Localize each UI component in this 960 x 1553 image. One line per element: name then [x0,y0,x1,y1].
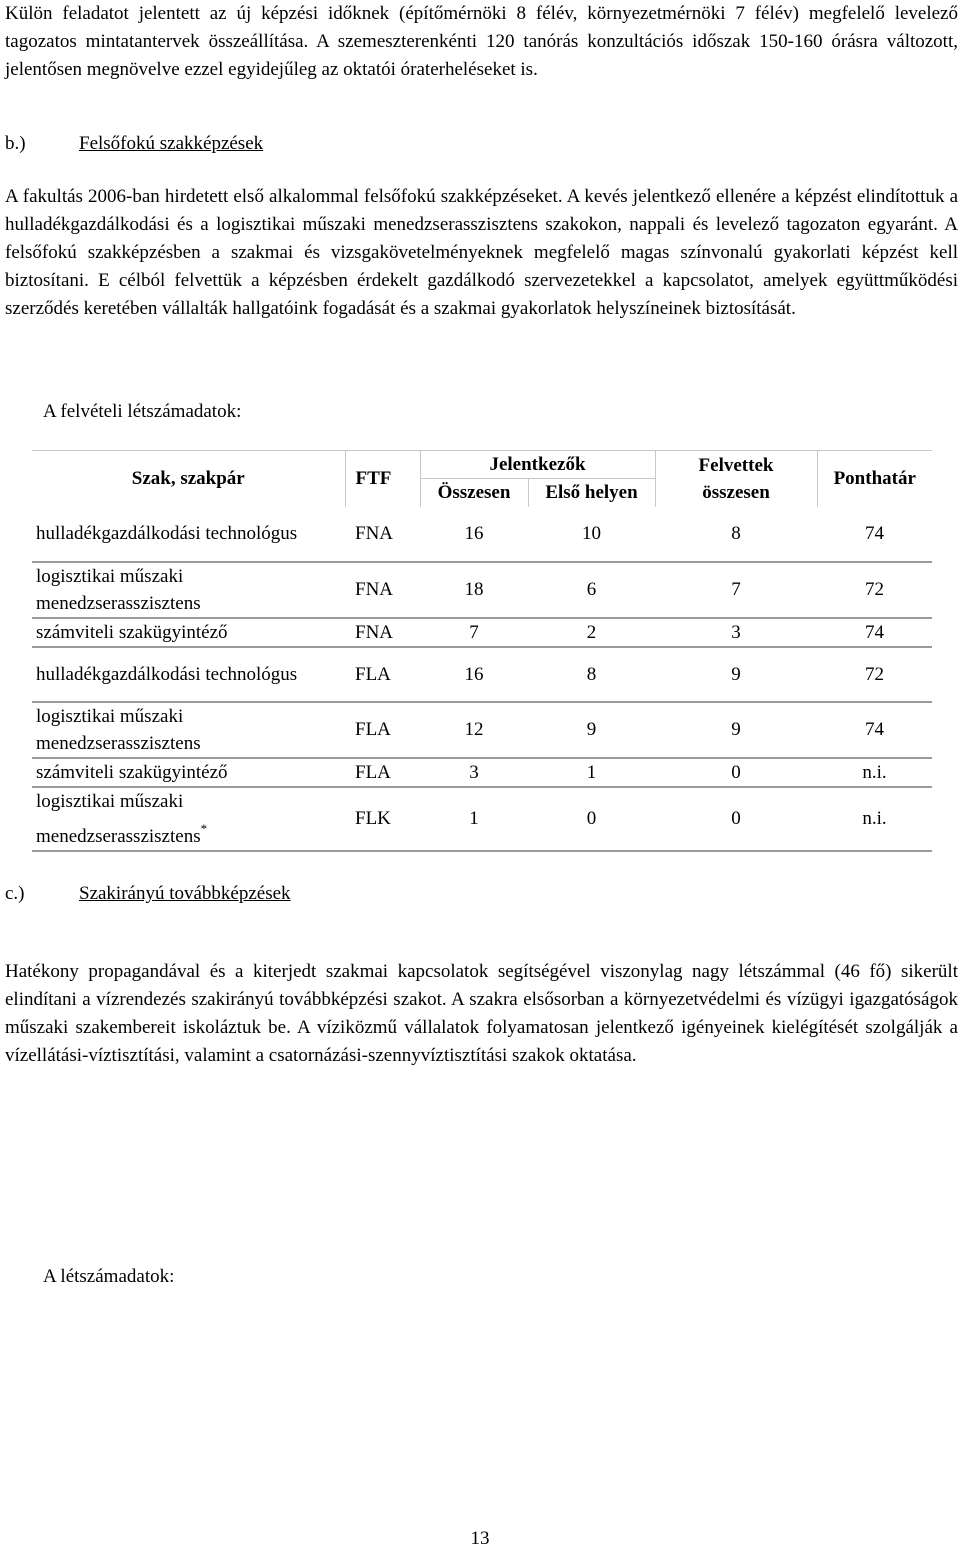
cell-szak: hulladékgazdálkodási technológus [32,507,345,562]
cell-ponthatar: 74 [817,618,932,647]
table-row [32,562,932,618]
col-header-szak: Szak, szakpár [32,451,345,507]
section-c-number: c.) [5,883,25,904]
cell-osszesen: 1 [420,787,528,851]
cell-osszesen: 12 [420,702,528,758]
col-header-ftf: FTF [345,451,420,507]
cell-ftf: FLA [345,702,420,758]
table-row [32,618,932,647]
cell-szak: logisztikai műszaki menedzserasszisztens [32,702,345,758]
cell-ponthatar: n.i. [817,758,932,787]
cell-elso: 9 [528,702,655,758]
cell-felvettek: 0 [655,758,817,787]
col-header-elso-helyen: Első helyen [528,479,655,507]
cell-ftf: FNA [345,507,420,562]
cell-ftf: FLK [345,787,420,851]
cell-felvettek: 0 [655,787,817,851]
col-header-jelentkezok: Jelentkezők [420,451,655,479]
cell-ftf: FNA [345,562,420,618]
intro-paragraph: Külön feladatot jelentett az új képzési időknek (építőmérnöki 8 félév, környezetmérnöki 7 félév) megfelelő levelező tagozatos mintatantervek összeállítása. A szemeszterenkénti 120 tanórás konzultációs időszak 150-160 órásra változott, jelentősen megnövelve ezzel egyidejűleg az oktatói óraterheléseket is. [5,3,958,80]
cell-elso: 6 [528,562,655,618]
cell-osszesen: 16 [420,647,528,702]
col-header-felvettek [655,451,817,507]
cell-elso: 0 [528,787,655,851]
table-row [32,507,932,562]
cell-ponthatar: 72 [817,647,932,702]
cell-felvettek: 9 [655,647,817,702]
table-row [32,647,932,702]
section-b-heading [5,130,263,158]
cell-felvettek: 8 [655,507,817,562]
page-number: 13 [470,1528,490,1549]
cell-ponthatar: 74 [817,702,932,758]
cell-osszesen: 3 [420,758,528,787]
cell-elso: 1 [528,758,655,787]
cell-szak [32,787,345,851]
col-header-ponthatar: Ponthatár [817,451,932,507]
table-row [32,702,932,758]
cell-osszesen: 16 [420,507,528,562]
cell-ponthatar: 74 [817,507,932,562]
cell-elso: 10 [528,507,655,562]
table-row [32,787,932,851]
cell-ponthatar: 72 [817,562,932,618]
cell-szak: számviteli szakügyintéző [32,618,345,647]
cell-szak: hulladékgazdálkodási technológus [32,647,345,702]
cell-ftf: FLA [345,647,420,702]
cell-szak-text: logisztikai műszaki menedzserasszisztens [36,790,201,847]
cell-szak: logisztikai műszaki menedzserasszisztens [32,562,345,618]
cell-osszesen: 7 [420,618,528,647]
section-c-paragraph: Hatékony propagandával és a kiterjedt szakmai kapcsolatok segítségével viszonylag nagy létszámmal (46 fő) sikerült elindítani a vízrendezés szakirányú továbbképzési szakot. A szakra elsősorban a környezetvédelmi és vízügyi igazgatóságok műszaki szakembereit iskoláztuk be. A víziközmű vállalatok folyamatosan jelentkező igényeinek kielégítését szolgálják a vízellátási-víztisztítási, valamint a csatornázási-szennyvíztisztítási szakok oktatása. [5,961,958,1066]
col-header-felvettek-line2: összesen [702,481,770,503]
col-header-osszesen: Összesen [420,479,528,507]
cell-felvettek: 7 [655,562,817,618]
section-b-title: Felsőfokú szakképzések [79,133,264,154]
cell-szak: számviteli szakügyintéző [32,758,345,787]
footnote-marker: * [200,820,208,836]
table-row [32,758,932,787]
cell-felvettek: 3 [655,618,817,647]
col-header-felvettek-line1: Felvettek [698,454,774,476]
section-b-number: b.) [5,133,26,154]
cell-ponthatar: n.i. [817,787,932,851]
section-b-paragraph: A fakultás 2006-ban hirdetett első alkalommal felsőfokú szakképzéseket. A kevés jelentkező ellenére a képzést elindítottuk a hulladékgazdálkodási és a logisztikai műszaki menedzserasszisztens szakokon, nappali és levelező tagozaton egyaránt. A felsőfokú szakképzésben a szakmai és vizsgakövetelményeknek megfelelő magas színvonalú gyakorlati képzést kell biztosítani. E célból felvettük a képzésben érdekelt gazdálkodó szervezetekkel a kapcsolatot, amelyek együttműködési szerződés keretében vállalták hallgatóink fogadását és a szakmai gyakorlatok helyszíneinek biztosítását. [5,186,958,319]
cell-elso: 2 [528,618,655,647]
cell-felvettek: 9 [655,702,817,758]
cell-ftf: FLA [345,758,420,787]
section-c-heading [5,880,291,908]
cell-ftf: FNA [345,618,420,647]
cell-osszesen: 18 [420,562,528,618]
admission-table-caption: A felvételi létszámadatok: [43,401,242,422]
admission-table [32,450,932,852]
section-c-caption: A létszámadatok: [43,1266,175,1287]
cell-elso: 8 [528,647,655,702]
section-c-title: Szakirányú továbbképzések [79,883,291,904]
